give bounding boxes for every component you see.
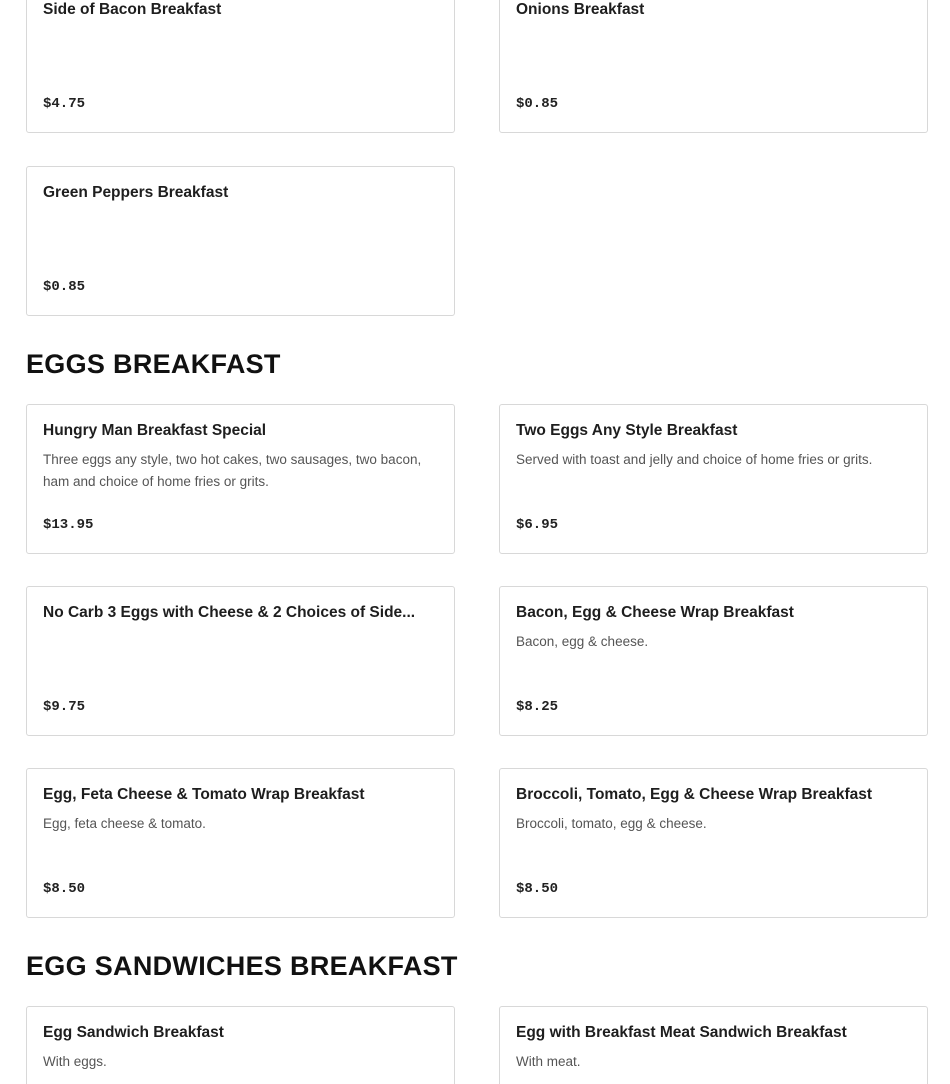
menu-item-name: Onions Breakfast: [516, 1, 645, 18]
menu-item-price: $4.75: [43, 96, 86, 112]
menu-item-card[interactable]: [499, 586, 928, 736]
menu-item-price: $8.25: [516, 699, 559, 715]
menu-item-description: Served with toast and jelly and choice of home fries or grits.: [516, 452, 873, 467]
menu-item-price: $6.95: [516, 517, 559, 533]
section-title-eggs-breakfast: EGGS BREAKFAST: [26, 349, 281, 379]
menu-item-card[interactable]: [499, 404, 928, 554]
menu-item-description: Egg, feta cheese & tomato.: [43, 816, 206, 831]
menu-item-card[interactable]: [499, 1006, 928, 1084]
menu-item-price: $8.50: [516, 881, 559, 897]
menu-item-price: $8.50: [43, 881, 86, 897]
menu-item-price: $0.85: [43, 279, 86, 295]
menu-item-description: With eggs.: [43, 1054, 107, 1069]
menu-item-card[interactable]: [26, 768, 455, 918]
menu-item-name: Bacon, Egg & Cheese Wrap Breakfast: [516, 604, 794, 621]
menu-item-card[interactable]: [26, 0, 455, 133]
menu-item-card[interactable]: [26, 1006, 455, 1084]
menu-item-description: Broccoli, tomato, egg & cheese.: [516, 816, 707, 831]
menu-item-card[interactable]: [499, 0, 928, 133]
menu-item-name: Two Eggs Any Style Breakfast: [516, 422, 738, 439]
menu-item-price: $0.85: [516, 96, 559, 112]
menu-item-description: With meat.: [516, 1054, 581, 1069]
menu-item-name: Broccoli, Tomato, Egg & Cheese Wrap Breakfast: [516, 786, 873, 803]
menu-item-price: $9.75: [43, 699, 86, 715]
menu-item-card[interactable]: [26, 586, 455, 736]
menu-item-name: Egg with Breakfast Meat Sandwich Breakfast: [516, 1024, 847, 1041]
menu-item-card[interactable]: [499, 768, 928, 918]
section-title-egg-sandwiches-breakfast: EGG SANDWICHES BREAKFAST: [26, 951, 458, 981]
menu-item-price: $13.95: [43, 517, 94, 533]
menu-item-name: No Carb 3 Eggs with Cheese & 2 Choices of Side...: [43, 604, 416, 621]
menu-item-description: Three eggs any style, two hot cakes, two sausages, two bacon, ham and choice of home fries or grits.: [43, 452, 422, 489]
menu-item-name: Side of Bacon Breakfast: [43, 1, 222, 18]
menu-item-card[interactable]: [26, 166, 455, 316]
menu-item-description: Bacon, egg & cheese.: [516, 634, 649, 649]
menu-item-card[interactable]: [26, 404, 455, 554]
menu-item-name: Egg, Feta Cheese & Tomato Wrap Breakfast: [43, 786, 365, 803]
menu-item-name: Egg Sandwich Breakfast: [43, 1024, 224, 1041]
menu-item-name: Green Peppers Breakfast: [43, 184, 229, 201]
menu-item-name: Hungry Man Breakfast Special: [43, 422, 267, 439]
